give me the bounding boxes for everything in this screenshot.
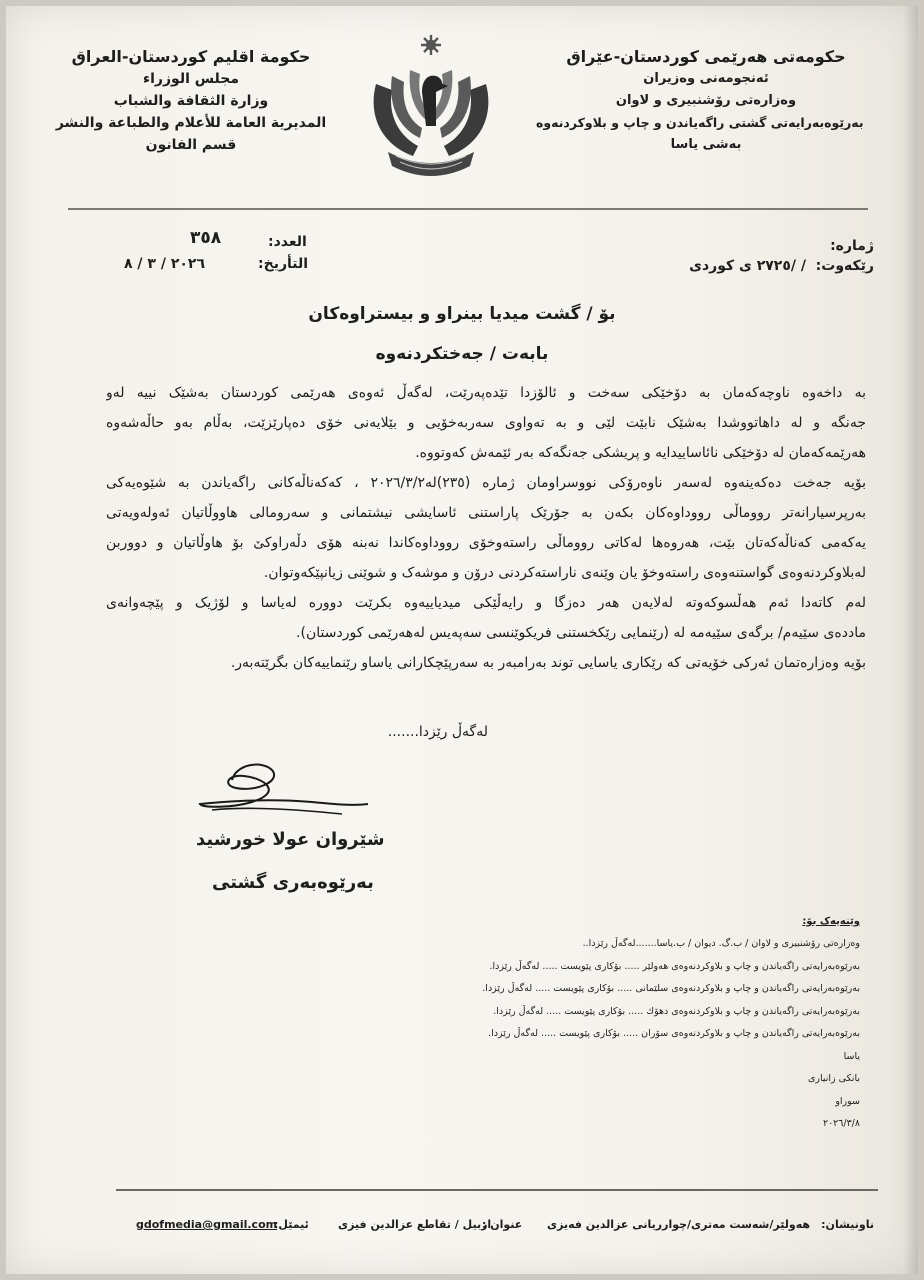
body-line: بەرپرسیارانەتر رووماڵی رووداوەکان بکەن بە جۆرێک پاراستنی ئاسایشی نیشتمانی و سەرومالی هاووڵاتیان ئەولەویەتی [106,505,866,521]
footer-email[interactable]: gdofmedia@gmail.com [136,1218,278,1231]
header-arabic-line: وزارة الثقافة والشباب [113,93,269,109]
date-value: ٢٠٢٦ / ٣ / ٨ [124,256,206,272]
subject-line: بابەت / جەختکردنەوە [375,344,549,364]
paper-edge-shadow [904,6,918,1274]
kurdistan-emblem-icon [358,34,504,186]
date-label-ar: التأريخ: [258,256,309,272]
number-label-ku: ژمارە: [830,238,874,254]
cc-item: بەرێوەبەرایەتی راگەیاندن و چاپ و بلاوکردنەوەی سلێمانی ..... بۆکاری پێویست ..... لەگەڵ رێزدا. [482,983,860,994]
footer-address-ar: اربيل / تقاطع عزالدين فيزى [338,1218,492,1231]
footer-divider [116,1189,878,1191]
cc-item: یاسا [843,1050,860,1062]
recipient-line: بۆ / گشت میدیا بینراو و بیستراوەکان [308,304,616,324]
header-arabic-line: المديرية العامة للأعلام والطباعة والنشر [55,115,327,131]
letter-body [106,378,866,678]
number-value: ٣٥٨ [190,228,222,248]
footer-address-ar-label: عنوان : [482,1218,523,1231]
footer-address-ku-label: ناونیشان: [821,1218,874,1231]
body-line: لەبلاوکردنەوەی گواستنەوەی راستەوخۆ یان وێنەی ناراستەکردنی درۆن و موشەک و شوێنی زیانپێکەوتوان. [263,565,866,581]
header-kurdish-line: بەرێوەبەرایەتی گشتی راگەیاندن و چاپ و بلاوکردنەوە [536,115,864,130]
header-kurdish [536,46,876,156]
cc-item: وەزارەتی رۆشنبیری و لاوان / ب.گ. دیوان / ب.یاسا.......لەگەڵ رێزدا.. [582,938,860,949]
date-label-ku: رێکەوت: [815,258,874,274]
body-line: یەکەمی کەناڵەکەتان بێت، هەروەها لەکاتی رووماڵی راستەوخۆی رووداوەکاندا نەبنە هۆی دڵەراوکێ بۆ هاوڵاتیان و دووربن [106,535,866,551]
header-arabic-line: مجلس الوزراء [142,71,240,87]
body-line: بۆیە جەخت دەکەینەوە لەسەر ناوەرۆکی نووسراومان ژمارە (٢٣٥)لە٢٠٢٦/٣/٢ ، کەکەناڵەکانی راگەیاندن بە شێوەیەکی [106,475,866,491]
header-kurdish-line: وەزارەتی رۆشنبیری و لاوان [615,93,797,108]
cc-list [340,916,860,1136]
number-label-ar: العدد: [268,234,307,250]
body-line: بۆیە وەزارەتمان ئەرکی خۆیەتی کە رێکاری یاسایی توند بەرامبەر بە سەرپێچکارانی یاساو رێنماییەکان بگرێتەبەر. [230,655,866,671]
kurdish-date-value: / /٢٧٢٥ ی کوردی [689,258,806,274]
letter-page [6,6,918,1274]
cc-item: سوراو [835,1095,860,1107]
cc-item: بەرێوەبەرایەتی راگەیاندن و چاپ و بلاوکردنەوەی سۆران ..... بۆکاری پێویست ..... لەگەڵ رێزدا. [488,1028,860,1039]
header-divider [68,208,868,210]
cc-item: بەرێوەبەرایەتی راگەیاندن و چاپ و بلاوکردنەوەی هەولێر ..... بۆکاری پێویست ..... لەگەڵ رێزدا. [489,960,860,972]
cc-item: بانکی زانیاری [807,1073,860,1084]
header-kurdish-line: ئەنجومەنی وەزیران [643,71,769,86]
header-arabic-line: قسم الفانون [145,137,237,153]
closing-regards: لەگەڵ رێزدا....... [387,724,488,740]
handwritten-signature-icon [192,758,372,828]
body-line: ماددەی سێیەم/ برگەی سێیەمە لە (رێنمایی رێکخستنی فریکوێنسی سەپەیس لەهەرێمی کوردستان). [296,625,866,641]
header-arabic [46,46,336,156]
cc-item: بەرێوەبەرایەتی راگەیاندن و چاپ و بلاوکردنەوەی دهۆك ..... بۆکاری پێویست ..... لەگەڵ رێزدا. [493,1005,860,1017]
footer-address-ku: هەولێر/شەست مەتری/چوارریانی عزالدین فەیزی [547,1218,810,1231]
cc-item: ٢٠٢٦/٣/٨ [822,1118,860,1129]
header-kurdish-line: حكومەتی هەرێمی کوردستان-عێراق [566,47,846,66]
body-line: جەنگە و لە داهاتووشدا بەشێک نابێت لێی و بە تەواوی سەربەخۆیی و بێلایەنی خۆی دەپارێزێت، بەڵام بەو حاڵەشەوە [106,415,866,431]
body-line: بە داخەوە ناوچەکەمان بە دۆخێکی سەخت و ئالۆزدا تێدەپەرێت، لەگەڵ ئەوەی هەرێمی کوردستان بەشێک نییە لەو [106,385,866,401]
body-line: هەرێمەکەمان لە دۆخێکی نائاساییدایە و پریشکی جەنگەکە بەر ئێمەش کەوتووە. [415,445,866,461]
cc-heading: وێنەیەک بۆ: [802,916,860,927]
body-line: لەم کاتەدا ئەم هەڵسوکەوتە لەلایەن هەر دەزگا و رایەڵێکی میدیاییەوە بکرێت دووره لەیاسا و لۆژیک و پێچەوانەی [106,595,866,611]
header-kurdish-line: بەشی یاسا [670,137,742,152]
signatory-name: شێروان عولا خورشید [196,829,385,850]
signatory-title: بەرێوەبەری گشتی [212,872,374,893]
footer-email-label: ئیمێل: [274,1218,309,1231]
header-arabic-line: حكومة اقليم كوردستان-العراق [71,47,311,66]
